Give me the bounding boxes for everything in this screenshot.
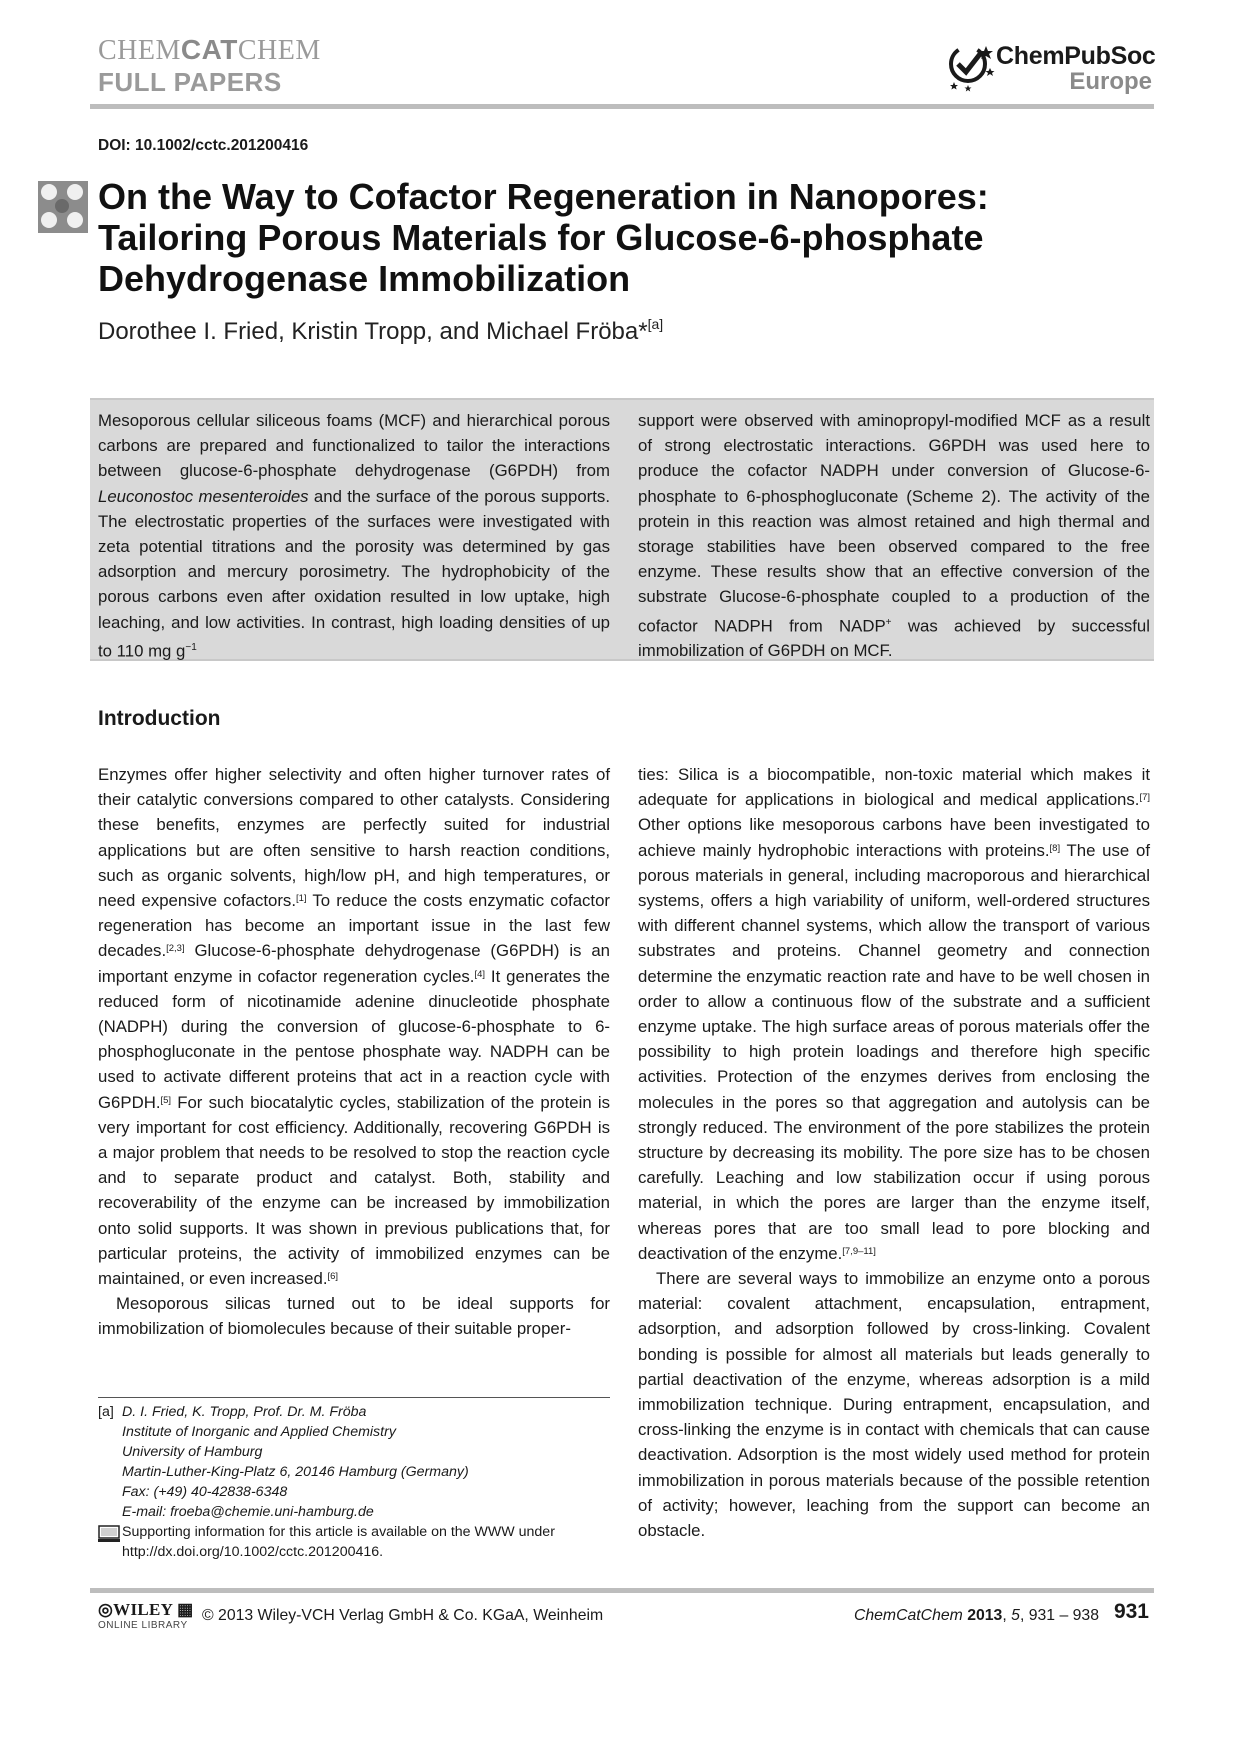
text-run: It generates the reduced form of nicotinamide adenine dinucleotide phosphate (NADPH) during the conversion of glucose-6-phosphate to 6-phosphogluconate in the pentose phosphate way. NADPH can be used to activate different proteins that act in a reaction cycle with G6PDH. xyxy=(98,966,611,1112)
citation-ref: [5] xyxy=(160,1094,172,1106)
abstract-paragraph xyxy=(98,408,610,664)
citation-ref: [7,9–11] xyxy=(842,1245,876,1257)
journal-brand xyxy=(98,34,321,97)
abstract-right-column xyxy=(638,408,1150,664)
body-paragraph xyxy=(98,762,610,1291)
dotted-square-icon xyxy=(38,181,88,233)
article-title xyxy=(98,176,1098,299)
text-run: Enzymes offer higher selectivity and often higher turnover rates of their catalytic conversions compared to other catalysts. Considering these benefits, enzymes are perfectly suited for industrial applications but are often sensitive to harsh reaction conditions, such as organic solvents, high/low pH, and high temperatures, or need expensive cofactors. xyxy=(98,765,610,911)
text-run: For such biocatalytic cycles, stabilization of the protein is very important for cost efficiency. Additionally, recovering G6PDH is a major problem that needs to be resolved to stop the reaction cycle and to separate product and catalyst. Both, stability and recoverability of the enzyme can be increased by immobilization onto solid supports. It was shown in previous publications that, for particular proteins, the activity of immobilized enzymes can be maintained, or even increased. xyxy=(98,1092,610,1289)
publisher-name: ChemPubSoc xyxy=(996,42,1156,70)
title-line: Tailoring Porous Materials for Glucose-6-phosphate xyxy=(98,217,984,258)
citation-ref: [1] xyxy=(295,893,307,905)
publisher-region: Europe xyxy=(1069,68,1152,95)
wiley-logo xyxy=(98,1600,194,1631)
citation-ref: [6] xyxy=(327,1271,339,1283)
text-run: Mesoporous cellular siliceous foams (MCF) and hierarchical porous carbons are prepared and functionalized to tailor the interactions between glucose-6-phosphate dehydrogenase (G6PDH) from xyxy=(98,411,610,481)
section-heading-introduction: Introduction xyxy=(98,707,221,730)
text-run: To reduce the costs enzymatic cofactor regeneration has become an important issue in the last few decades. xyxy=(98,891,611,961)
authors xyxy=(98,318,663,346)
text-run: There are several ways to immobilize an enzyme onto a porous material: covalent attachment, encapsulation, entrapment, adsorption, and adsorption followed by cross-linking. Covalent bonding is possible for almost all materials but leads generally to partial deactivation of the enzyme, whereas adsorption is a mild immobilization technique. During entrapment, encapsulation, and cross-linking the enzyme is in contact with chemicals that can cause deactivation. Adsorption is the most widely used method for protein immobilization in porous materials because of the possible retention of activity; however, leaching from the support can become an obstacle. xyxy=(638,1269,1150,1541)
text-run: and the surface of the porous supports. The electrostatic properties of the surfaces were investigated with zeta potential titrations and the porosity was determined by gas adsorption and mercury porosimetry. The hydrophobicity of the porous carbons even after oxidation resulted in low uptake, high leaching, and low activities. In contrast, high loading densities of up to 110 mg g xyxy=(98,486,610,661)
body-paragraph xyxy=(98,1291,610,1341)
title-line: On the Way to Cofactor Regeneration in Nanopores: xyxy=(98,176,989,217)
journal-name-bold: CAT xyxy=(180,34,238,65)
journal-name-suffix: CHEM xyxy=(237,35,321,66)
footer-rule xyxy=(90,1588,1154,1593)
affiliation-line: University of Hamburg xyxy=(122,1444,263,1460)
affiliation-email[interactable]: E-mail: froeba@chemie.uni-hamburg.de xyxy=(122,1504,374,1520)
text-run: Mesoporous silicas turned out to be ideal supports for immobilization of biomolecules because of their suitable proper- xyxy=(98,1294,610,1339)
text-run: Glucose-6-phosphate dehydrogenase (G6PDH) is an important enzyme in cofactor regeneration cycles. xyxy=(98,941,610,986)
superscript: −1 xyxy=(185,641,197,653)
author-affiliation-mark: [a] xyxy=(647,316,664,332)
footnote-rule xyxy=(98,1397,610,1398)
body-paragraph xyxy=(638,762,1150,1266)
abstract-paragraph xyxy=(638,408,1150,664)
affiliation-lines xyxy=(122,1402,469,1522)
abstract-left-column xyxy=(98,408,610,664)
title-line: Dehydrogenase Immobilization xyxy=(98,258,631,299)
citation-year: 2013 xyxy=(967,1607,1003,1624)
text-run: The use of porous materials in general, including macroporous and hierarchical systems, offers a high variability of uniform, well-ordered structures with different channel systems, which allow the transport of various substrates and proteins. Channel geometry and connection determine the enzymatic reaction rate and have to be well chosen in order to allow a continuous flow of the substrate and a sufficient enzyme uptake. The high surface areas of porous materials offer the possibility to high protein loadings and therefore high specific activities. Protection of the enzymes derives from enclosing the molecules in the pores so that aggregation and autolysis can be strongly reduced. The environment of the pore stabilizes the protein structure by decreasing its mobility. The pore size has to be chosen carefully. Leaching and low stabilization occur if using porous material, in which the pores are larger than the enzyme itself, whereas pores that are too small lead to pore blocking and deactivation of the enzyme. xyxy=(638,840,1150,1263)
journal-name xyxy=(98,34,321,67)
affiliation-line: Martin-Luther-King-Platz 6, 20146 Hamburg (Germany) xyxy=(122,1464,469,1480)
publisher-logo xyxy=(946,38,1156,94)
doi: DOI: 10.1002/cctc.201200416 xyxy=(98,137,309,154)
wiley-word: WILEY xyxy=(113,1600,173,1619)
copyright-notice: © 2013 Wiley-VCH Verlag GmbH & Co. KGaA, Weinheim xyxy=(202,1607,604,1624)
supporting-info-note: Supporting information for this article is available on the WWW under http://dx.doi.org/10.1002/cctc.201200416. xyxy=(122,1524,555,1560)
wiley-online-library: ONLINE LIBRARY xyxy=(98,1620,188,1631)
citation-ref: [8] xyxy=(1049,842,1061,854)
body-left-column xyxy=(98,762,610,1342)
text-run: support were observed with aminopropyl-modified MCF as a result of strong electrostatic interactions. G6PDH was used here to produce the cofactor NADPH under conversion of Glucose-6-phosphate to 6-phosphogluconate (Scheme 2). The activity of the protein in this reaction was almost retained and high thermal and storage stabilities have been observed compared to the free enzyme. These results show that an effective conversion of the substrate Glucose-6-phosphate coupled to a production of the cofactor NADPH from NADP xyxy=(638,411,1150,636)
citation-ref: [4] xyxy=(474,968,486,980)
body-paragraph xyxy=(638,1266,1150,1543)
citation-line: ChemCatChem 2013, 5, 931 – 938 xyxy=(853,1607,1099,1624)
superscript: + xyxy=(885,616,892,628)
citation-journal: ChemCatChem xyxy=(853,1607,963,1624)
section-label: FULL PAPERS xyxy=(98,67,282,97)
chempubsoc-logo-icon xyxy=(946,38,996,94)
text-run: Other options like mesoporous carbons have been investigated to achieve mainly hydrophobic interactions with proteins. xyxy=(638,815,1150,860)
affiliation-line: D. I. Fried, K. Tropp, Prof. Dr. M. Fröba xyxy=(122,1404,367,1420)
journal-name-prefix: CHEM xyxy=(98,35,181,66)
affiliation-line: Fax: (+49) 40-42838-6348 xyxy=(122,1484,288,1500)
citation-ref: [2,3] xyxy=(166,943,185,955)
body-right-column xyxy=(638,762,1150,1543)
affiliation-tag: [a] xyxy=(98,1404,114,1420)
wiley-wordmark: ◎WILEY ▦ xyxy=(98,1600,194,1619)
italic-text: Leuconostoc mesenteroides xyxy=(98,486,309,506)
computer-icon xyxy=(98,1525,120,1543)
citation-ref: [7] xyxy=(1139,792,1150,804)
header-rule xyxy=(90,104,1154,109)
text-run: was achieved by successful immobilization of G6PDH on MCF. xyxy=(638,616,1150,661)
citation-pages: , 931 – 938 xyxy=(1019,1607,1099,1624)
page-number: 931 xyxy=(1113,1600,1149,1623)
text-run: ties: Silica is a biocompatible, non-toxic material which makes it adequate for applications in biological and medical applications. xyxy=(638,765,1150,810)
author-list: Dorothee I. Fried, Kristin Tropp, and Michael Fröba* xyxy=(98,318,648,345)
citation-volume: 5 xyxy=(1011,1607,1020,1624)
affiliation-line: Institute of Inorganic and Applied Chemistry xyxy=(122,1424,396,1440)
